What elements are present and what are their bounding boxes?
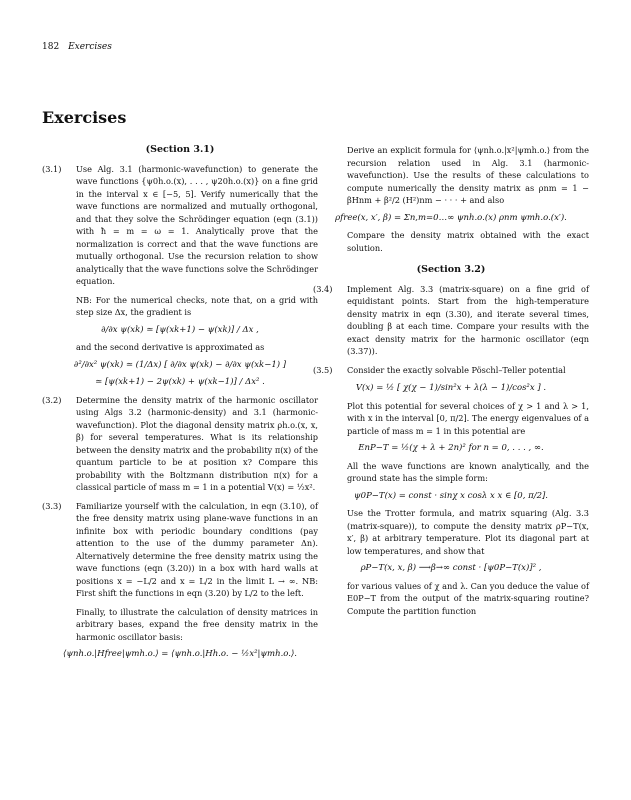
header-section: Exercises bbox=[68, 42, 112, 52]
exercise-text: Determine the density matrix of the harmonic oscillator using Algs 3.2 (harmonic-density) and 3.1 (harmonic-wavefunction). Plot the diagonal density matrix ρh.o.(x, x, β) for several temperatures. What is its relationship between the density matrix and the probability π(x) of the quantum particle to be at position x? Compare this probability with the Boltzmann distribution π(x) for a classical particle of mass m = 1 in a potential V(x) = ½x². bbox=[76, 394, 318, 492]
page-title: Exercises bbox=[42, 108, 127, 127]
exercise-3-3 bbox=[42, 500, 318, 600]
exercise-text: Familiarize yourself with the calculation, in eqn (3.10), of the free density matrix using plane-wave functions in an infinite box with periodic boundary conditions (pay attention to the use of the dummy parameter Δn). Alternatively determine the free density matrix using the wave functions (eqn (3.20)) in a box with hard walls at positions x = −L/2 and x = L/2 in the limit L → ∞. NB: First shift the functions in eqn (3.20) by L/2 to the left. bbox=[76, 500, 318, 598]
equation-second-derivative: ∂²/∂x² ψ(xk) ≃ (1/Δx) [ ∂/∂x ψ(xk) − ∂/∂x ψ(xk−1) ] bbox=[73, 359, 287, 370]
exercise-3-2 bbox=[42, 394, 318, 494]
exercise-number: (3.3) bbox=[42, 500, 62, 511]
left-column bbox=[42, 144, 318, 666]
section-heading-3-2: (Section 3.2) bbox=[416, 264, 486, 275]
right-column bbox=[313, 144, 589, 621]
exercise-paragraph: Compare the density matrix obtained with the exact solution. bbox=[347, 230, 589, 253]
running-header bbox=[42, 42, 112, 52]
exercise-3-4 bbox=[313, 283, 589, 358]
exercise-paragraph: Use the Trotter formula, and matrix squaring (Alg. 3.3 (matrix-square)), to compute the density matrix ρP−T(x, x′, β) at arbitrary temperature. Plot its diagonal part at low temperatures, and show that bbox=[347, 508, 589, 556]
exercise-paragraph: for various values of χ and λ. Can you deduce the value of E0P−T from the output of the matrix-squaring routine? Compute the partition function bbox=[347, 580, 589, 616]
exercise-number: (3.1) bbox=[42, 163, 62, 174]
section-heading-3-1: (Section 3.1) bbox=[145, 144, 215, 155]
equation-second-derivative-approx: ≃ [ψ(xk+1) − 2ψ(xk) + ψ(xk−1)] / Δx² . bbox=[95, 377, 265, 387]
exercise-number: (3.2) bbox=[42, 394, 62, 405]
exercise-text: Implement Alg. 3.3 (matrix-square) on a fine grid of equidistant points. Start from the high-temperature density matrix in eqn (3.30), and iterate several times, doubling β at each time. Compare your results with the exact density matrix for the harmonic oscillator (eqn (3.37)). bbox=[347, 283, 589, 356]
equation-energy-eigenvalues: EnP−T = ½(χ + λ + 2n)² for n = 0, . . . , ∞. bbox=[358, 443, 544, 453]
exercise-text: Use Alg. 3.1 (harmonic-wavefunction) to generate the wave functions {ψ0h.o.(x), . . . , ψ20h.o.(x)} on a fine grid in the interval x ∈ [−5, 5]. Verify numerically that the wave functions are normalized and mutually orthogonal, and that they solve the Schrödinger equation (eqn (3.1)) with ħ = m = ω = 1. Analytically prove that the normalization is correct and that the wave functions are mutually orthogonal. Use the recursion relation to show analytically that the wave functions solve the Schrödinger equation. bbox=[76, 163, 318, 286]
exercise-number: (3.5) bbox=[313, 364, 333, 375]
exercise-number: (3.4) bbox=[313, 283, 333, 294]
exercise-3-1 bbox=[42, 163, 318, 288]
equation-low-temperature-limit: ρP−T(x, x, β) ⟶β→∞ const · [ψ0P−T(x)]² , bbox=[360, 563, 542, 573]
exercise-paragraph: Finally, to illustrate the calculation of density matrices in arbitrary bases, expand the free density matrix in the harmonic oscillator basis: bbox=[76, 606, 318, 642]
equation-harmonic-basis: ⟨ψnh.o.|Hfree|ψmh.o.⟩ = ⟨ψnh.o.|Hh.o. − ½x²|ψmh.o.⟩. bbox=[63, 649, 297, 659]
exercise-3-3-continued: Derive an explicit formula for ⟨ψnh.o.|x²|ψmh.o.⟩ from the recursion relation used in Alg. 3.1 (harmonic-wavefunction). Use the results of these calculations to compute numerically the density matrix as ρnm = 1 − βHnm + β²/2 (H²)nm − · · · + and also bbox=[347, 145, 589, 205]
exercise-text: Consider the exactly solvable Pöschl–Teller potential bbox=[347, 364, 566, 375]
equation-poschl-teller-potential: V(x) = ½ [ χ(χ − 1)/sin²x + λ(λ − 1)/cos²x ] . bbox=[355, 383, 547, 393]
equation-free-density-expansion: ρfree(x, x′, β) = Σn,m=0…∞ ψnh.o.(x) ρnm ψmh.o.(x′). bbox=[335, 212, 567, 223]
exercise-paragraph: Plot this potential for several choices of χ > 1 and λ > 1, with x in the interval [0, π/2]. The energy eigenvalues of a particle of mass m = 1 in this potential are bbox=[347, 400, 589, 436]
exercise-note: NB: For the numerical checks, note that, on a grid with step size Δx, the gradient is bbox=[76, 294, 318, 317]
exercise-3-5 bbox=[313, 364, 589, 377]
equation-ground-state: ψ0P−T(x) = const · sinχ x cosλ x x ∈ [0, π/2]. bbox=[354, 490, 548, 501]
page-number: 182 bbox=[42, 42, 60, 52]
exercise-paragraph: All the wave functions are known analytically, and the ground state has the simple form: bbox=[347, 460, 589, 483]
exercise-paragraph: and the second derivative is approximated as bbox=[76, 342, 265, 352]
equation-gradient: ∂/∂x ψ(xk) ≃ [ψ(xk+1) − ψ(xk)] / Δx , bbox=[101, 324, 259, 335]
